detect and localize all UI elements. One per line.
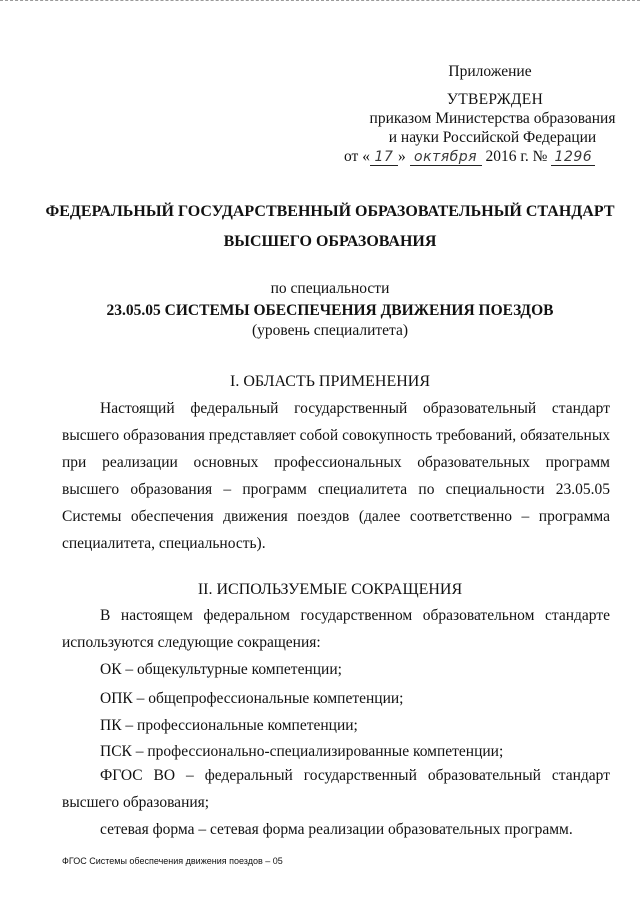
- order-by-line: приказом Министерства образования: [369, 110, 616, 127]
- scan-edge: [0, 0, 640, 10]
- abbreviation-item: ОК – общекультурные компетенции;: [100, 661, 342, 678]
- abbreviation-item: ПСК – профессионально-специализированные компетенции;: [100, 743, 504, 760]
- ministry-line: и науки Российской Федерации: [388, 129, 597, 146]
- section-2-heading: II. ИСПОЛЬЗУЕМЫЕ СОКРАЩЕНИЯ: [197, 581, 463, 598]
- section-1-heading: I. ОБЛАСТЬ ПРИМЕНЕНИЯ: [229, 373, 431, 390]
- title-line-1: ФЕДЕРАЛЬНЫЙ ГОСУДАРСТВЕННЫЙ ОБРАЗОВАТЕЛЬНЫЙ СТАНДАРТ: [45, 203, 615, 220]
- handwritten-order-number: 1296: [551, 150, 595, 166]
- handwritten-month: октября: [410, 150, 482, 166]
- date-quote: »: [397, 148, 406, 165]
- handwritten-day: 17: [370, 150, 398, 166]
- date-prefix: от «: [344, 148, 370, 165]
- abbreviation-fgos: ФГОС ВО – федеральный государственный образовательный стандарт высшего образования;: [62, 767, 610, 811]
- specialty-code-title: 23.05.05 СИСТЕМЫ ОБЕСПЕЧЕНИЯ ДВИЖЕНИЯ ПОЕЗДОВ: [106, 302, 554, 319]
- order-date-line: [330, 147, 620, 166]
- section-1-paragraph: Настоящий федеральный государственный образовательный стандарт высшего образования представляет собой совокупность требований, обязательных при реализации основных профессиональных образовательных программ высшего образования – программ специалитета по специальности 23.05.05 Системы обеспечения движения поездов (далее соответственно – программа специалитета, специальность).: [62, 400, 610, 552]
- annex-label: Приложение: [448, 63, 532, 80]
- specialty-intro: по специальности: [270, 280, 390, 297]
- specialty-level: (уровень специалитета): [251, 322, 409, 339]
- approval-block: [330, 62, 620, 166]
- section-2-intro: В настоящем федеральном государственном образовательном стандарте используются следующие сокращения:: [62, 607, 610, 651]
- title-line-2: ВЫСШЕГО ОБРАЗОВАНИЯ: [223, 233, 437, 250]
- abbreviation-network-form: сетевая форма – сетевая форма реализации образовательных программ.: [100, 821, 573, 838]
- abbreviation-item: ОПК – общепрофессиональные компетенции;: [100, 690, 404, 707]
- abbreviation-item: ПК – профессиональные компетенции;: [100, 717, 358, 734]
- date-year: 2016 г. №: [485, 148, 548, 165]
- page-footer: ФГОС Системы обеспечения движения поездов – 05: [62, 856, 283, 866]
- document-title: [40, 197, 620, 257]
- approved-label: УТВЕРЖДЕН: [446, 91, 544, 108]
